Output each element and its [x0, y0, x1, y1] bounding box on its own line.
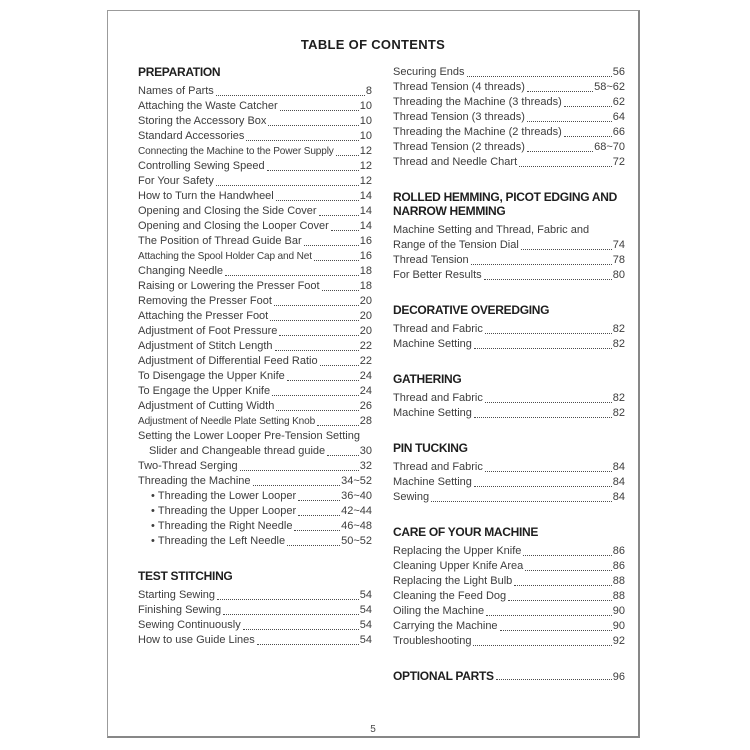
toc-entry: [393, 391, 625, 406]
toc-entry: [138, 354, 372, 369]
dot-leader: [514, 585, 612, 586]
document-page: [107, 10, 640, 738]
dot-leader: [225, 275, 359, 276]
entry-label: Starting Sewing: [138, 589, 216, 601]
entry-page-number: 54: [359, 619, 372, 631]
entry-label: Securing Ends: [393, 66, 465, 78]
toc-entry: [138, 294, 372, 309]
entry-page-number: 54: [359, 589, 372, 601]
toc-section: [393, 65, 625, 170]
toc-entry: [393, 604, 625, 619]
entry-page-number: 16: [359, 250, 372, 262]
dot-leader: [564, 106, 612, 107]
entry-label: How to use Guide Lines: [138, 634, 255, 646]
toc-entry: [393, 238, 625, 253]
toc-entry: [138, 189, 372, 204]
entry-label: Range of the Tension Dial: [393, 239, 519, 251]
toc-entry: [138, 384, 372, 399]
entry-label: Replacing the Upper Knife: [393, 545, 522, 557]
dot-leader: [519, 166, 612, 167]
entry-label: Machine Setting and Thread, Fabric and: [393, 224, 590, 236]
dot-leader: [484, 279, 612, 280]
toc-entry: [138, 159, 372, 174]
dot-leader: [270, 320, 359, 321]
toc-entry: [138, 534, 372, 549]
toc-entry: [138, 84, 372, 99]
dot-leader: [431, 501, 612, 502]
toc-entry: [393, 406, 625, 421]
toc-entry: [393, 125, 625, 140]
toc-entry: [393, 475, 625, 490]
toc-entry: [138, 249, 372, 264]
entry-page-number: 66: [612, 126, 625, 138]
dot-leader: [327, 455, 359, 456]
dot-leader: [243, 629, 359, 630]
entry-label: Opening and Closing the Side Cover: [138, 205, 317, 217]
toc-entry: [138, 174, 372, 189]
toc-entry: [138, 339, 372, 354]
section-heading: CARE OF YOUR MACHINE: [393, 525, 539, 539]
entry-label: Adjustment of Cutting Width: [138, 400, 275, 412]
page-number: 5: [370, 724, 376, 735]
toc-entry: [393, 95, 625, 110]
dot-leader: [474, 486, 612, 487]
section-heading: DECORATIVE OVEREDGING: [393, 303, 550, 317]
entry-page-number: 84: [612, 476, 625, 488]
dot-leader: [276, 200, 359, 201]
entry-label: Machine Setting: [393, 338, 472, 350]
toc-section: [393, 441, 625, 505]
toc-entry: [393, 155, 625, 170]
toc-entry: [138, 414, 372, 429]
section-heading: PIN TUCKING: [393, 441, 468, 455]
dot-leader: [521, 249, 612, 250]
entry-page-number: 22: [359, 355, 372, 367]
dot-leader: [322, 290, 359, 291]
entry-page-number: 92: [612, 635, 625, 647]
toc-entry: [393, 589, 625, 604]
entry-page-number: 28: [359, 415, 372, 427]
dot-leader: [216, 185, 359, 186]
toc-section: [393, 372, 625, 421]
toc-entry: [393, 140, 625, 155]
entry-label: Attaching the Spool Holder Cap and Net: [138, 251, 312, 262]
dot-leader: [485, 402, 612, 403]
toc-entry: [138, 459, 372, 474]
entry-page-number: 42~44: [341, 505, 372, 517]
entry-page-number: 34~52: [341, 475, 372, 487]
entry-label: Threading the Machine: [138, 475, 251, 487]
entry-page-number: 90: [612, 605, 625, 617]
entry-page-number: 20: [359, 295, 372, 307]
entry-label: Attaching the Waste Catcher: [138, 100, 278, 112]
toc-entry: [393, 223, 625, 238]
entry-label: • Threading the Right Needle: [151, 519, 292, 534]
toc-entry: [138, 588, 372, 603]
entry-page-number: 78: [612, 254, 625, 266]
dot-leader: [485, 471, 612, 472]
section-heading: ROLLED HEMMING, PICOT EDGING AND NARROW HEMMING: [393, 190, 617, 218]
entry-label: Opening and Closing the Looper Cover: [138, 220, 329, 232]
entry-page-number: 10: [359, 115, 372, 127]
toc-entry: [393, 490, 625, 505]
entry-page-number: 20: [359, 310, 372, 322]
dot-leader: [508, 600, 612, 601]
entry-page-number: 16: [359, 235, 372, 247]
entry-page-number: 24: [359, 385, 372, 397]
section-heading-row: [393, 669, 625, 683]
dot-leader: [467, 76, 612, 77]
dot-leader: [496, 679, 612, 680]
entry-label: Carrying the Machine: [393, 620, 498, 632]
entry-label: Attaching the Presser Foot: [138, 310, 269, 322]
dot-leader: [320, 365, 359, 366]
entry-page-number: 84: [612, 491, 625, 503]
dot-leader: [564, 136, 612, 137]
entry-page-number: 10: [359, 130, 372, 142]
toc-entry: [393, 460, 625, 475]
entry-label: Removing the Presser Foot: [138, 295, 272, 307]
entry-page-number: 68~70: [594, 141, 625, 153]
entry-label: • Threading the Lower Looper: [151, 489, 296, 504]
toc-entry: [138, 504, 372, 519]
entry-page-number: 14: [359, 205, 372, 217]
entry-label: Thread Tension (2 threads): [393, 141, 525, 153]
dot-leader: [217, 599, 359, 600]
entry-page-number: 12: [359, 160, 372, 172]
dot-leader: [253, 485, 341, 486]
entry-label: Cleaning Upper Knife Area: [393, 560, 524, 572]
dot-leader: [275, 350, 359, 351]
dot-leader: [336, 155, 359, 156]
toc-entry: [138, 618, 372, 633]
entry-label: How to Turn the Handwheel: [138, 190, 274, 202]
toc-entry: [393, 268, 625, 283]
toc-entry: [393, 80, 625, 95]
entry-label: Troubleshooting: [393, 635, 472, 647]
toc-entry: [138, 633, 372, 648]
dot-leader: [527, 121, 612, 122]
dot-leader: [257, 644, 359, 645]
entry-page-number: 54: [359, 634, 372, 646]
toc-entry: [138, 444, 372, 459]
dot-leader: [279, 335, 358, 336]
toc-section: [393, 190, 625, 283]
entry-page-number: 46~48: [341, 520, 372, 532]
toc-entry: [138, 369, 372, 384]
toc-entry: [138, 309, 372, 324]
entry-label: Finishing Sewing: [138, 604, 222, 616]
dot-leader: [287, 545, 340, 546]
entry-page-number: 86: [612, 545, 625, 557]
entry-label: Standard Accessories: [138, 130, 245, 142]
entry-label: Adjustment of Foot Pressure: [138, 325, 278, 337]
toc-entry: [393, 574, 625, 589]
toc-entry: [138, 324, 372, 339]
entry-label: Adjustment of Differential Feed Ratio: [138, 355, 318, 367]
toc-entry: [138, 474, 372, 489]
entry-page-number: 54: [359, 604, 372, 616]
dot-leader: [319, 215, 359, 216]
entry-page-number: 86: [612, 560, 625, 572]
toc-entry: [138, 234, 372, 249]
toc-entry: [393, 634, 625, 649]
dot-leader: [500, 630, 612, 631]
entry-label: • Threading the Left Needle: [151, 534, 285, 549]
dot-leader: [267, 170, 359, 171]
entry-label: Thread and Fabric: [393, 323, 483, 335]
dot-leader: [276, 410, 358, 411]
dot-leader: [525, 570, 612, 571]
entry-label: Sewing Continuously: [138, 619, 241, 631]
toc-section: [393, 303, 625, 352]
entry-label: To Disengage the Upper Knife: [138, 370, 285, 382]
entry-label: Controlling Sewing Speed: [138, 160, 265, 172]
dot-leader: [223, 614, 359, 615]
section-heading: OPTIONAL PARTS: [393, 669, 494, 683]
toc-entry: [138, 603, 372, 618]
toc-entry: [138, 144, 372, 159]
dot-leader: [298, 515, 340, 516]
entry-page-number: 82: [612, 338, 625, 350]
entry-label: Raising or Lowering the Presser Foot: [138, 280, 320, 292]
entry-label: The Position of Thread Guide Bar: [138, 235, 302, 247]
dot-leader: [317, 425, 359, 426]
entry-page-number: 72: [612, 156, 625, 168]
toc-section: [393, 525, 625, 649]
dot-leader: [216, 95, 365, 96]
toc-entry: [138, 264, 372, 279]
toc-entry: [138, 429, 372, 444]
dot-leader: [474, 348, 612, 349]
entry-page-number: 82: [612, 323, 625, 335]
entry-label: Thread Tension (3 threads): [393, 111, 525, 123]
dot-leader: [527, 91, 593, 92]
entry-label: Adjustment of Stitch Length: [138, 340, 273, 352]
entry-label: Thread and Needle Chart: [393, 156, 518, 168]
toc-entry: [138, 129, 372, 144]
entry-page-number: 8: [365, 85, 372, 97]
entry-page-number: 36~40: [341, 490, 372, 502]
section-page-number: 96: [612, 671, 625, 683]
dot-leader: [527, 151, 593, 152]
dot-leader: [294, 530, 340, 531]
entry-page-number: 88: [612, 590, 625, 602]
entry-label: To Engage the Upper Knife: [138, 385, 271, 397]
entry-label: Thread and Fabric: [393, 392, 483, 404]
toc-section: [138, 65, 372, 549]
section-heading: PREPARATION: [138, 65, 221, 79]
entry-page-number: 90: [612, 620, 625, 632]
entry-page-number: 22: [359, 340, 372, 352]
entry-page-number: 26: [359, 400, 372, 412]
entry-label: Machine Setting: [393, 407, 472, 419]
entry-label: Adjustment of Needle Plate Setting Knob: [138, 416, 316, 427]
entry-label: For Your Safety: [138, 175, 214, 187]
dot-leader: [523, 555, 611, 556]
entry-page-number: 10: [359, 100, 372, 112]
dot-leader: [280, 110, 359, 111]
dot-leader: [471, 264, 612, 265]
toc-column-left: [138, 65, 372, 683]
toc-entry: [393, 322, 625, 337]
entry-page-number: 14: [359, 220, 372, 232]
toc-entry: [393, 619, 625, 634]
entry-page-number: 88: [612, 575, 625, 587]
toc-entry: [393, 337, 625, 352]
entry-page-number: 30: [359, 445, 372, 457]
page-title: TABLE OF CONTENTS: [300, 37, 446, 52]
toc-entry: [138, 399, 372, 414]
entry-label: Storing the Accessory Box: [138, 115, 267, 127]
entry-label: Connecting the Machine to the Power Supply: [138, 146, 334, 157]
dot-leader: [314, 260, 359, 261]
entry-page-number: 12: [359, 145, 372, 157]
entry-page-number: 24: [359, 370, 372, 382]
toc-entry: [393, 110, 625, 125]
dot-leader: [246, 140, 358, 141]
toc-entry: [138, 279, 372, 294]
toc-entry: [138, 99, 372, 114]
entry-page-number: 82: [612, 392, 625, 404]
toc-entry: [393, 559, 625, 574]
toc-entry: [393, 544, 625, 559]
dot-leader: [298, 500, 340, 501]
entry-label: Threading the Machine (3 threads): [393, 96, 562, 108]
entry-label: Slider and Changeable thread guide: [149, 445, 326, 457]
entry-page-number: 84: [612, 461, 625, 473]
dot-leader: [474, 417, 612, 418]
toc-entry: [138, 489, 372, 504]
toc-entry: [393, 65, 625, 80]
dot-leader: [240, 470, 359, 471]
entry-label: Names of Parts: [138, 85, 214, 97]
dot-leader: [304, 245, 359, 246]
entry-label: Replacing the Light Bulb: [393, 575, 513, 587]
entry-label: Oiling the Machine: [393, 605, 485, 617]
dot-leader: [486, 615, 612, 616]
toc-entry: [393, 253, 625, 268]
entry-label: Changing Needle: [138, 265, 224, 277]
dot-leader: [331, 230, 359, 231]
toc-entry: [138, 219, 372, 234]
entry-page-number: 32: [359, 460, 372, 472]
entry-label: Threading the Machine (2 threads): [393, 126, 562, 138]
section-heading: GATHERING: [393, 372, 462, 386]
entry-label: Cleaning the Feed Dog: [393, 590, 507, 602]
toc-entry: [138, 114, 372, 129]
entry-page-number: 20: [359, 325, 372, 337]
section-heading: TEST STITCHING: [138, 569, 233, 583]
dot-leader: [268, 125, 358, 126]
toc-section: [393, 669, 625, 683]
dot-leader: [485, 333, 612, 334]
entry-page-number: 74: [612, 239, 625, 251]
entry-label: Thread and Fabric: [393, 461, 483, 473]
entry-label: Thread Tension: [393, 254, 469, 266]
entry-page-number: 62: [612, 96, 625, 108]
entry-label: Two-Thread Serging: [138, 460, 238, 472]
entry-label: Setting the Lower Looper Pre-Tension Setting: [138, 430, 360, 442]
dot-leader: [272, 395, 359, 396]
entry-page-number: 14: [359, 190, 372, 202]
dot-leader: [274, 305, 359, 306]
dot-leader: [473, 645, 611, 646]
toc-column-right: [393, 65, 625, 683]
entry-label: Thread Tension (4 threads): [393, 81, 525, 93]
entry-page-number: 64: [612, 111, 625, 123]
entry-label: • Threading the Upper Looper: [151, 504, 296, 519]
toc-entry: [138, 519, 372, 534]
entry-page-number: 58~62: [594, 81, 625, 93]
entry-page-number: 82: [612, 407, 625, 419]
entry-page-number: 50~52: [341, 535, 372, 547]
entry-label: For Better Results: [393, 269, 482, 281]
toc-entry: [138, 204, 372, 219]
toc-columns: [138, 65, 638, 683]
entry-label: Sewing: [393, 491, 430, 503]
entry-label: Machine Setting: [393, 476, 472, 488]
entry-page-number: 56: [612, 66, 625, 78]
entry-page-number: 12: [359, 175, 372, 187]
entry-page-number: 80: [612, 269, 625, 281]
dot-leader: [287, 380, 359, 381]
entry-page-number: 18: [359, 280, 372, 292]
entry-page-number: 18: [359, 265, 372, 277]
toc-section: [138, 569, 372, 648]
